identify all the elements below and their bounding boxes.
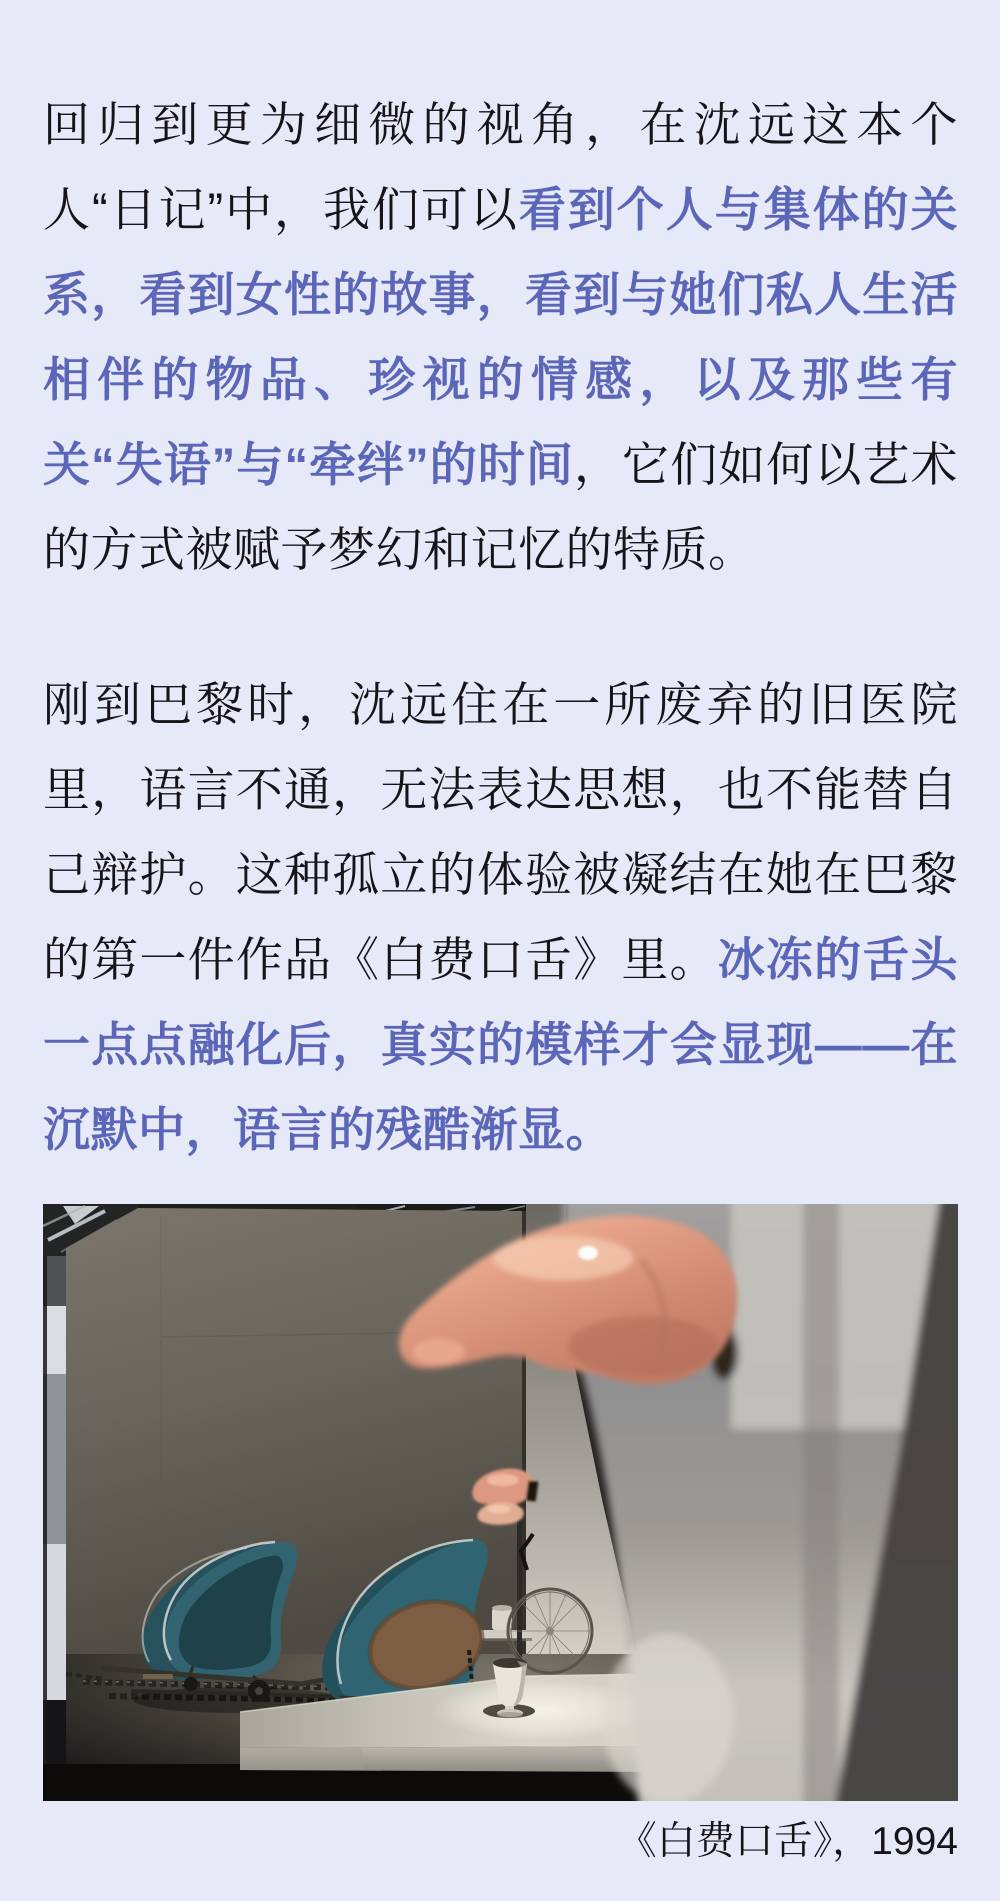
left-wall-strip	[43, 1204, 69, 1801]
artwork-photo-graphic	[43, 1204, 958, 1801]
tongue-highlight	[578, 1246, 598, 1260]
paragraph-1	[43, 82, 958, 592]
accent-text: 看到个人与集体的关系，看到女性的故事，看到与她们私人生活相伴的物品、珍视的情感，以及那些有关“失语”与“牵绊”的时间	[43, 183, 959, 491]
body-text: ，它们如何以艺术的方式被赋予梦幻和记忆的特质。	[43, 438, 959, 576]
accent-text: 冰冻的舌头一点点融化后，真实的模样才会显现——在沉默中，语言的残酷渐显。	[43, 933, 959, 1156]
body-text: 刚到巴黎时，沈远住在一所废弃的旧医院里，语言不通，无法表达思想，也不能替自己辩护。这种孤立的体验被凝结在她在巴黎的第一件作品《白费口舌》里。	[43, 678, 958, 986]
artwork-caption: 《白费口舌》，1994	[617, 1820, 958, 1863]
paragraph-2	[43, 662, 958, 1172]
artwork-figure	[43, 1204, 958, 1869]
article-body	[43, 0, 958, 1869]
artwork-photo	[43, 1204, 958, 1801]
body-text: 回归到更为细微的视角，在沈远这本个人“日记”中，我们可以	[43, 98, 958, 236]
